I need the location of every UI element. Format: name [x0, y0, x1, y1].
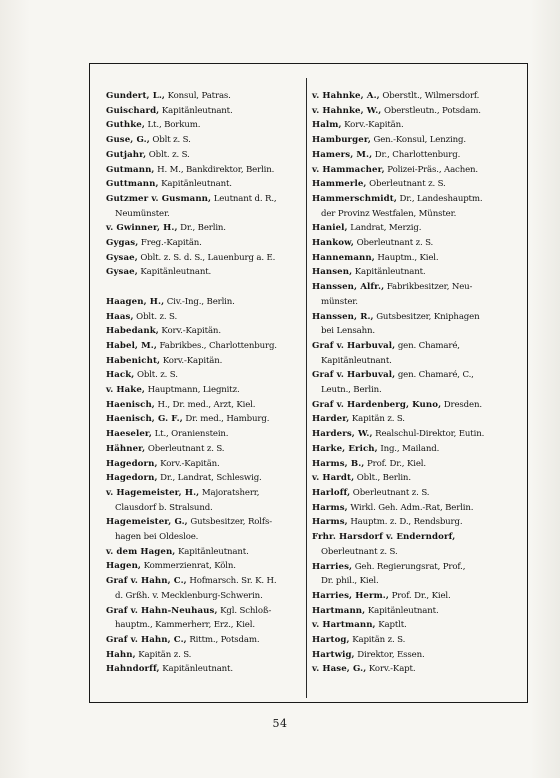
entry-name: Harloff, [312, 487, 351, 498]
directory-entry [106, 486, 302, 501]
directory-entry [312, 148, 522, 163]
directory-entry [312, 457, 522, 472]
entry-continuation [106, 207, 302, 222]
directory-entry [312, 104, 522, 119]
directory-entry [312, 442, 522, 457]
entry-details: Direktor, Essen. [354, 649, 425, 660]
directory-entry [312, 339, 522, 354]
entry-details: Oberleutnant z. S. [354, 238, 434, 249]
entry-name: Hagedorn, [106, 458, 158, 469]
entry-name: Hagemeister, G., [106, 517, 188, 528]
entry-name: Graf v. Hardenberg, Kuno, [312, 399, 442, 410]
entry-name: Graf v. Hahn, C., [106, 635, 187, 645]
entry-details: hagen bei Oldesloe. [115, 532, 199, 543]
directory-entry [106, 471, 302, 486]
directory-entry [312, 604, 522, 619]
entry-details: Korv.-Kapt. [366, 664, 416, 675]
directory-entry [106, 662, 302, 677]
directory-entry [312, 515, 522, 530]
directory-entry [106, 354, 302, 369]
entry-continuation [106, 530, 302, 545]
entry-details: Kapitänleutnant. [321, 355, 392, 366]
entry-name: Hahn, [106, 649, 136, 660]
entry-continuation [312, 383, 522, 398]
directory-entry [106, 295, 302, 310]
entry-name: Halm, [312, 120, 342, 131]
entry-name: v. Hartmann, [312, 620, 376, 631]
entry-details: Oblt., Berlin. [354, 473, 411, 484]
directory-entry [312, 280, 522, 295]
entry-details: Geh. Regierungsrat, Prof., [352, 561, 466, 572]
entry-details: Dr., Charlottenburg. [372, 149, 461, 160]
directory-entry [106, 324, 302, 339]
entry-name: Harke, Erich, [312, 443, 378, 454]
entry-details: Oberleutnant z. S. [321, 546, 398, 557]
entry-details: Oblt. z. S. [146, 149, 190, 160]
entry-name: Habedank, [106, 326, 159, 337]
entry-name: Harms, [312, 517, 348, 528]
entry-details: Gen.-Konsul, Lenzing. [370, 135, 466, 146]
entry-details: Korv.-Kapitän. [341, 120, 404, 131]
entry-details: Hauptmann, Liegnitz. [145, 385, 240, 396]
entry-details: Konsul, Patras. [165, 91, 231, 101]
directory-entry [106, 574, 302, 589]
entry-details: Kapitänleutnant. [159, 664, 233, 675]
entry-continuation [106, 589, 302, 604]
directory-entry [312, 633, 522, 648]
directory-entry [106, 604, 302, 619]
entry-details: Korv.-Kapitän. [160, 355, 223, 366]
directory-entry [312, 236, 522, 251]
directory-entry [312, 662, 522, 677]
entry-name: Graf v. Harbuval, [312, 370, 396, 381]
directory-entry [106, 648, 302, 663]
entry-details: Korv.-Kapitän. [158, 326, 221, 337]
entry-details: Leutnant d. R., [211, 193, 277, 204]
directory-entry [106, 104, 302, 119]
entry-name: Hannemann, [312, 252, 375, 263]
entry-details: Dr. med., Hamburg. [182, 414, 270, 425]
directory-entry [106, 265, 302, 280]
directory-entry [312, 265, 522, 280]
entry-continuation [312, 354, 522, 369]
directory-entry [312, 89, 522, 104]
entry-name: Hartmann, [312, 605, 366, 616]
entry-name: Hack, [106, 370, 135, 381]
entry-details: Oblt. z. S. [134, 370, 178, 381]
directory-entry [312, 133, 522, 148]
directory-entry [312, 560, 522, 575]
entry-details: Polizei-Präs., Aachen. [384, 164, 479, 175]
entry-details: Prof. Dr., Kiel. [389, 590, 451, 601]
entry-details: Oblt z. S. [149, 135, 191, 146]
entry-details: Majoratsherr, [199, 487, 260, 498]
directory-entry [312, 177, 522, 192]
entry-name: v. Hase, G., [312, 664, 367, 675]
directory-entry [312, 310, 522, 325]
entry-name: Harries, Herm., [312, 590, 389, 601]
entry-name: Harms, [312, 502, 348, 513]
entry-details: Kapitän z. S. [349, 414, 405, 425]
entry-continuation [312, 545, 522, 560]
entry-name: Hamburger, [312, 135, 371, 146]
entry-name: Hamers, M., [312, 149, 373, 160]
entry-details: Landrat, Merzig. [347, 223, 422, 234]
right-column [312, 89, 522, 677]
entry-name: Hammerle, [312, 179, 367, 190]
directory-entry [106, 633, 302, 648]
entry-continuation [312, 295, 522, 310]
entry-name: v. dem Hagen, [106, 546, 176, 557]
entry-name: Graf v. Hahn-Neuhaus, [106, 605, 218, 616]
entry-name: v. Hahnke, W., [312, 105, 382, 116]
directory-entry [312, 221, 522, 236]
entry-name: Habenicht, [106, 355, 161, 366]
entry-details: Fabrikbes., Charlottenburg. [156, 340, 277, 351]
entry-details: Rittm., Potsdam. [186, 635, 260, 645]
directory-entry [106, 412, 302, 427]
entry-details: Civ.-Ing., Berlin. [164, 296, 235, 307]
entry-details: Oberleutnant z. S. [350, 487, 430, 498]
entry-name: Gysae, [106, 267, 138, 278]
entry-name: Frhr. Harsdorf v. Enderndorf, [312, 532, 456, 543]
directory-entry [106, 192, 302, 207]
entry-name: v. Hammacher, [312, 164, 385, 175]
entry-name: Hagedorn, [106, 473, 158, 484]
entry-name: v. Hardt, [312, 473, 355, 484]
entry-details: der Provinz Westfalen, Münster. [321, 208, 457, 219]
entry-details: Kapitänleutnant. [175, 546, 249, 557]
entry-details: Lt., Oranienstein. [152, 429, 229, 440]
page-number: 54 [272, 717, 288, 730]
entry-details: Oberleutnant z. S. [145, 443, 225, 454]
entry-details: Hauptm. z. D., Rendsburg. [347, 517, 463, 528]
entry-details: Gutsbesitzer, Rolfs- [187, 517, 272, 528]
directory-entry [106, 221, 302, 236]
entry-name: Hahndorff, [106, 664, 160, 675]
entry-details: Kapitänleutnant. [158, 179, 232, 190]
entry-details: Kgl. Schloß- [217, 605, 272, 616]
entry-name: Harries, [312, 561, 353, 572]
entry-details: bei Lensahn. [321, 326, 375, 337]
entry-name: Haagen, H., [106, 296, 165, 307]
entry-details: Oberstleutn., Potsdam. [381, 105, 481, 116]
entry-details: d. Grßh. v. Mecklenburg-Schwerin. [115, 590, 263, 601]
directory-entry [312, 427, 522, 442]
entry-details: Clausdorf b. Stralsund. [115, 502, 213, 513]
entry-name: Gundert, L., [106, 91, 166, 101]
entry-details: gen. Chamaré, C., [395, 370, 474, 381]
entry-name: v. Hake, [106, 385, 146, 396]
entry-name: Guse, G., [106, 135, 150, 146]
entry-details: Kapitän z. S. [135, 649, 192, 660]
directory-entry [106, 427, 302, 442]
entry-name: Hankow, [312, 238, 355, 249]
entry-details: Kapitänleutnant. [352, 267, 426, 278]
entry-continuation [312, 324, 522, 339]
directory-entry [312, 163, 522, 178]
entry-name: v. Gwinner, H., [106, 223, 178, 234]
directory-entry [312, 471, 522, 486]
entry-name: Guttmann, [106, 179, 159, 190]
entry-name: Haniel, [312, 223, 348, 234]
section-gap [106, 280, 302, 295]
directory-entry [312, 486, 522, 501]
directory-entry [106, 368, 302, 383]
entry-details: Oblt. z. S. d. S., Lauenburg a. E. [137, 252, 276, 263]
entry-details: Korv.-Kapitän. [157, 458, 220, 469]
entry-details: Freg.-Kapitän. [138, 238, 202, 249]
entry-details: Kapitänleutnant. [365, 605, 439, 616]
directory-entry [106, 339, 302, 354]
entry-details: Dresden. [441, 399, 482, 410]
entry-details: Fabrikbesitzer, Neu- [384, 282, 473, 293]
directory-entry [106, 559, 302, 574]
directory-entry [106, 236, 302, 251]
entry-details: Kaptlt. [375, 620, 407, 631]
entry-details: Hofmarsch. Sr. K. H. [186, 576, 277, 587]
entry-details: Oberleutnant z. S. [366, 179, 446, 190]
entry-name: v. Hagemeister, H., [106, 487, 200, 498]
entry-name: Hähner, [106, 443, 146, 454]
entry-name: Gysae, [106, 252, 138, 263]
entry-name: Guthke, [106, 120, 145, 131]
entry-details: Kapitän z. S. [349, 635, 406, 646]
entry-name: Gutjahr, [106, 149, 147, 160]
directory-entry [106, 442, 302, 457]
entry-name: Haeseler, [106, 429, 152, 440]
directory-entry [312, 398, 522, 413]
directory-entry [106, 515, 302, 530]
directory-entry [106, 398, 302, 413]
entry-details: münster. [321, 296, 358, 307]
entry-details: hauptm., Kammerherr, Erz., Kiel. [115, 620, 255, 631]
entry-name: Graf v. Hahn, C., [106, 576, 187, 587]
directory-entry [106, 177, 302, 192]
entry-continuation [106, 618, 302, 633]
entry-details: Kommerzienrat, Köln. [141, 561, 236, 572]
entry-details: Prof. Dr., Kiel. [364, 458, 426, 469]
directory-entry [312, 648, 522, 663]
entry-details: H. M., Bankdirektor, Berlin. [154, 164, 275, 175]
entry-details: Dr., Landrat, Schleswig. [157, 473, 262, 484]
entry-details: Wirkl. Geh. Adm.-Rat, Berlin. [347, 502, 474, 513]
entry-name: Hagen, [106, 561, 142, 572]
directory-entry [106, 383, 302, 398]
directory-entry [106, 163, 302, 178]
entry-name: Hanssen, R., [312, 311, 374, 322]
entry-continuation [312, 574, 522, 589]
entry-name: Hansen, [312, 267, 353, 278]
directory-entry [312, 192, 522, 207]
entry-details: Hauptm., Kiel. [374, 252, 439, 263]
directory-entry [106, 133, 302, 148]
entry-details: Oberstlt., Wilmersdorf. [379, 91, 480, 101]
entry-name: Harder, [312, 414, 350, 425]
entry-name: Haas, [106, 311, 134, 322]
directory-entry [106, 310, 302, 325]
entry-details: Realschul-Direktor, Eutin. [372, 429, 485, 440]
directory-entry [312, 251, 522, 266]
entry-details: Oblt. z. S. [133, 311, 178, 322]
entry-details: Dr., Berlin. [177, 223, 226, 234]
entry-name: Hammerschmidt, [312, 193, 397, 204]
entry-details: Ing., Mailand. [377, 443, 440, 454]
entry-details: Neumünster. [115, 208, 170, 219]
entry-continuation [106, 501, 302, 516]
directory-entry [106, 118, 302, 133]
entry-name: Harders, W., [312, 429, 373, 440]
directory-entry [312, 368, 522, 383]
entry-details: Dr., Landeshauptm. [396, 193, 483, 204]
entry-name: Hanssen, Alfr., [312, 282, 385, 293]
directory-entry [312, 530, 522, 545]
entry-name: Gutzmer v. Gusmann, [106, 193, 212, 204]
directory-entry [106, 148, 302, 163]
directory-entry [106, 457, 302, 472]
directory-entry [312, 412, 522, 427]
directory-entry [312, 118, 522, 133]
entry-name: Hartwig, [312, 649, 355, 660]
column-divider [306, 78, 307, 698]
directory-entry [106, 545, 302, 560]
entry-name: Harms, B., [312, 458, 365, 469]
entry-name: Graf v. Harbuval, [312, 340, 396, 351]
directory-entry [106, 89, 302, 104]
directory-entry [312, 618, 522, 633]
entry-name: Gutmann, [106, 164, 155, 175]
directory-entry [106, 251, 302, 266]
entry-details: H., Dr. med., Arzt, Kiel. [154, 399, 256, 410]
entry-name: Habel, M., [106, 340, 157, 351]
left-column [106, 89, 302, 677]
directory-entry [312, 501, 522, 516]
entry-name: v. Hahnke, A., [312, 91, 380, 101]
entry-details: gen. Chamaré, [395, 340, 460, 351]
entry-name: Haenisch, G. F., [106, 414, 183, 425]
entry-details: Kapitänleutnant. [137, 267, 212, 278]
entry-name: Gygas, [106, 238, 139, 249]
entry-name: Guischard, [106, 105, 160, 116]
entry-continuation [312, 207, 522, 222]
entry-details: Leutn., Berlin. [321, 385, 382, 396]
entry-details: Lt., Borkum. [144, 120, 201, 131]
entry-details: Gutsbesitzer, Kniphagen [373, 311, 480, 322]
entry-name: Haenisch, [106, 399, 155, 410]
entry-details: Kapitänleutnant. [159, 105, 233, 116]
entry-details: Dr. phil., Kiel. [321, 576, 379, 587]
directory-entry [312, 589, 522, 604]
entry-name: Hartog, [312, 635, 350, 646]
